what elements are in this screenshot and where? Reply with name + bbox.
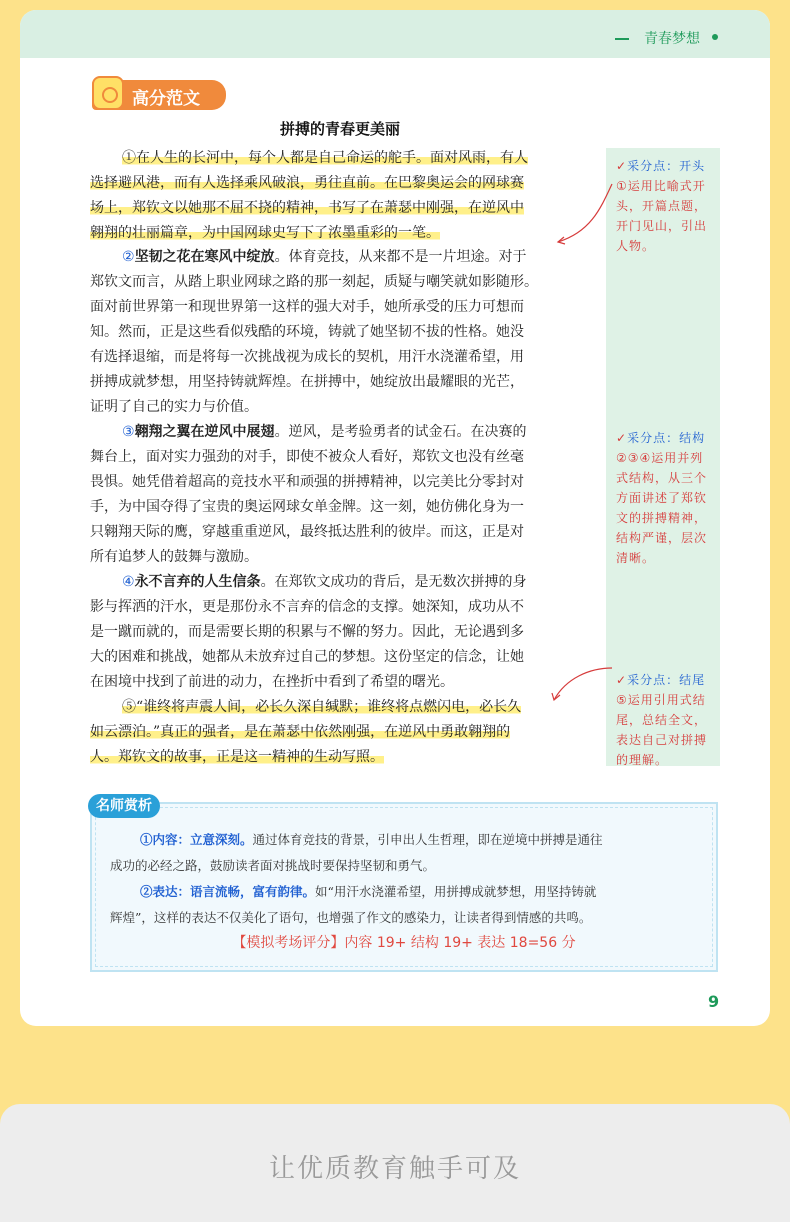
paragraph-line: 人。郑钦文的故事，正是这一精神的生动写照。 — [90, 749, 384, 765]
scoring-notes-column — [606, 148, 720, 766]
paragraph-3 — [90, 420, 590, 570]
footer-banner — [0, 1104, 790, 1222]
paragraph-line: 畏惧。她凭借着超高的竞技水平和顽强的拼搏精神，以完美比分零封对 — [90, 474, 524, 490]
header-dot-icon — [712, 34, 718, 40]
analysis-text: 成功的必经之路，鼓励读者面对挑战时要保持坚韧和勇气。 — [110, 858, 436, 873]
paragraph-line: 只翱翔天际的鹰，穿越重重逆风，最终抵达胜利的彼岸。而这，正是对 — [90, 524, 524, 540]
paragraph-line: 场上，郑钦文以她那不屈不挠的精神，书写了在萧瑟中刚强，在逆风中 — [90, 200, 524, 216]
scoring-note-structure — [616, 428, 714, 568]
paragraph-line: 舞台上，面对实力强劲的对手，即使不被众人看好，郑钦文也没有丝毫 — [90, 449, 524, 465]
paragraph-2 — [90, 245, 590, 420]
check-icon: ✓ — [616, 673, 628, 687]
chapter-header — [20, 10, 770, 58]
footer-slogan: 让优质教育触手可及 — [268, 1154, 521, 1184]
page-card — [20, 10, 770, 1026]
check-icon: ✓ — [616, 431, 628, 445]
paragraph-1 — [90, 146, 590, 246]
paragraph-text: 。在郑钦文成功的背后，是无数次拼搏的身 — [260, 574, 527, 590]
paragraph-line: 有选择退缩，而是将每一次挑战视为成长的契机，用汗水浇灌希望，用 — [90, 349, 524, 365]
note-head: 采分点：开头 — [627, 159, 706, 173]
scoring-note-opening — [616, 156, 714, 256]
note-head: 采分点：结尾 — [627, 673, 706, 687]
teacher-analysis-box — [90, 798, 718, 972]
paragraph-number: ③ — [122, 424, 135, 440]
pointer-arrow-icon — [550, 660, 620, 710]
analysis-key: ②表达：语言流畅，富有韵律。 — [140, 884, 316, 899]
article-title: 拼搏的青春更美丽 — [279, 120, 400, 138]
note-body: ②③④运用并列式结构，从三个方面讲述了郑钦文的拼搏精神，结构严谨，层次清晰。 — [616, 451, 708, 565]
pointer-arrow-icon — [550, 180, 620, 250]
paragraph-lead: 永不言弃的人生信条 — [134, 574, 261, 590]
paragraph-line: 面对前世界第一和现世界第一这样的强大对手，她所承受的压力可想而 — [90, 299, 524, 315]
paragraph-line: 大的困难和挑战，她都从未放弃过自己的梦想。这份坚定的信念，让她 — [90, 649, 524, 665]
analysis-text: 如“用汗水浇灌希望，用拼搏成就梦想，用坚持铸就 — [315, 884, 597, 899]
note-body: ①运用比喻式开头，开篇点题，开门见山，引出人物。 — [616, 179, 708, 253]
paragraph-line: 证明了自己的实力与价值。 — [90, 399, 258, 415]
paragraph-line: 知。然而，正是这些看似残酷的环境，铸就了她坚韧不拔的性格。她没 — [90, 324, 524, 340]
analysis-key: ①内容：立意深刻。 — [140, 832, 253, 847]
paragraph-line: 翱翔的壮丽篇章，为中国网球史写下了浓墨重彩的一笔。 — [90, 225, 440, 241]
paragraph-line: 郑钦文而言，从踏上职业网球之路的那一刻起，质疑与嘲笑就如影随形。 — [90, 274, 538, 290]
paragraph-lead: 翱翔之翼在逆风中展翅 — [134, 424, 275, 440]
paragraph-4 — [90, 570, 590, 695]
magnifier-icon — [92, 76, 124, 110]
scoring-note-ending — [616, 670, 714, 770]
note-body: ⑤运用引用式结尾，总结全文，表达自己对拼搏的理解。 — [616, 693, 708, 767]
paragraph-number: ④ — [122, 574, 135, 590]
check-icon: ✓ — [616, 159, 628, 173]
header-dash — [615, 38, 629, 40]
paragraph-text: 。逆风，是考验勇者的试金石。在决赛的 — [274, 424, 527, 440]
paragraph-line: 在困境中找到了前进的动力，在挫折中看到了希望的曙光。 — [90, 674, 454, 690]
section-badge-label: 高分范文 — [132, 89, 200, 109]
paragraph-lead: 坚韧之花在寒风中绽放 — [134, 249, 275, 265]
paragraph-line: ①在人生的长河中，每个人都是自己命运的舵手。面对风雨，有人 — [122, 150, 528, 166]
paragraph-line: 选择避风港，而有人选择乘风破浪，勇往直前。在巴黎奥运会的网球赛 — [90, 175, 524, 191]
paragraph-line: 手，为中国夺得了宝贵的奥运网球女单金牌。这一刻，她仿佛化身为一 — [90, 499, 524, 515]
analysis-text: 通过体育竞技的背景，引申出人生哲理，即在逆境中拼搏是通往 — [252, 832, 603, 847]
analysis-label: 名师赏析 — [88, 794, 160, 818]
analysis-text: 辉煌”，这样的表达不仅美化了语句，也增强了作文的感染力，让读者得到情感的共鸣。 — [110, 910, 592, 925]
note-head: 采分点：结构 — [627, 431, 706, 445]
paragraph-line: 如云漂泊。”真正的强者，是在萧瑟中依然刚强，在逆风中勇敢翱翔的 — [90, 724, 511, 740]
paragraph-line: 拼搏成就梦想，用坚持铸就辉煌。在拼搏中，她绽放出最耀眼的光芒， — [90, 374, 524, 390]
analysis-expression-line — [110, 882, 740, 900]
paragraph-line: 是一蹴而就的，而是需要长期的积累与不懈的努力。因此，无论遇到多 — [90, 624, 524, 640]
paragraph-line: ⑤“谁终将声震人间，必长久深自缄默；谁终将点燃闪电，必长久 — [122, 699, 522, 715]
mock-exam-score: 【模拟考场评分】内容 19+ 结构 19+ 表达 18=56 分 — [232, 935, 576, 951]
paragraph-5 — [90, 695, 590, 770]
paragraph-text: 。体育竞技，从来都不是一片坦途。对于 — [274, 249, 527, 265]
analysis-content-line — [110, 830, 740, 848]
page-number: 9 — [708, 992, 720, 1011]
chapter-title: 青春梦想 — [644, 31, 700, 47]
paragraph-line: 所有追梦人的鼓舞与激励。 — [90, 549, 258, 565]
paragraph-number: ② — [122, 249, 135, 265]
paragraph-line: 影与挥洒的汗水，更是那份永不言弃的信念的支撑。她深知，成功从不 — [90, 599, 524, 615]
section-badge — [92, 80, 226, 110]
